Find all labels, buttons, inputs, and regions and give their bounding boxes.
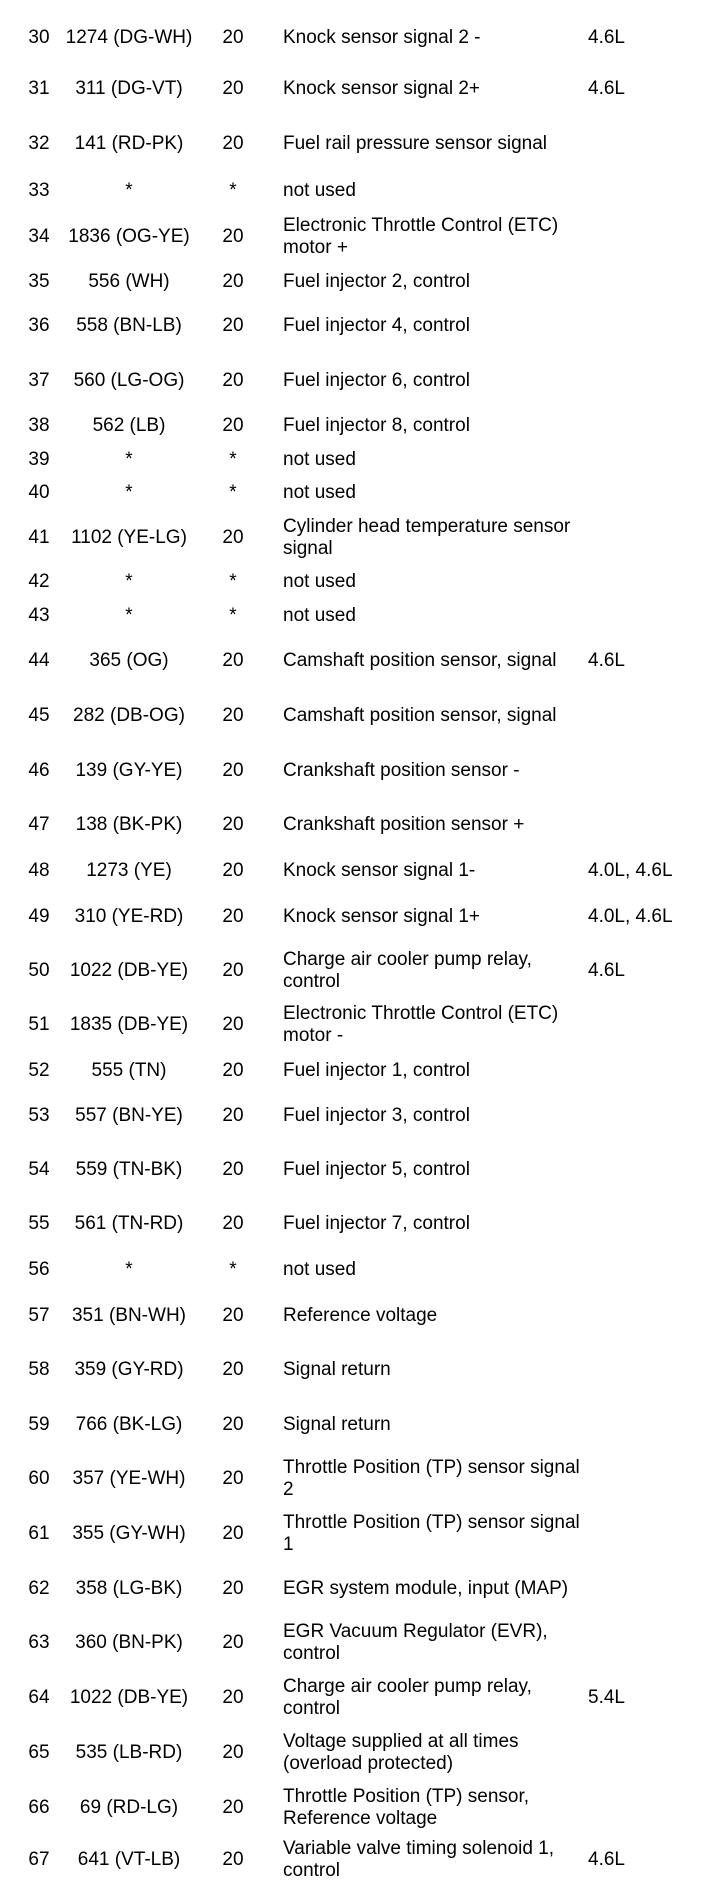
pin-number: 49 [28, 906, 50, 927]
circuit-code: 357 (YE-WH) [72, 1468, 186, 1489]
wire-gauge: * [229, 179, 237, 201]
circuit-function: Fuel injector 7, control [283, 1213, 470, 1234]
pin-number: 39 [28, 448, 50, 470]
pin-number: 45 [28, 705, 50, 726]
table-row [0, 798, 704, 852]
circuit-code: 141 (RD-PK) [74, 132, 184, 154]
engine-note [588, 1725, 704, 1780]
wire-gauge: 20 [222, 1796, 244, 1818]
wire-gauge: * [229, 448, 237, 470]
pin-number: 62 [28, 1577, 50, 1599]
circuit-function: not used [283, 179, 356, 201]
engine-note: 4.0L, 4.6L [588, 906, 673, 927]
circuit-code: * [125, 481, 133, 503]
circuit-function: not used [283, 1259, 356, 1280]
circuit-code: 561 (TN-RD) [74, 1213, 184, 1234]
wire-gauge: 20 [222, 1686, 244, 1708]
circuit-function: Crankshaft position sensor + [283, 814, 525, 835]
circuit-code: 360 (BN-PK) [75, 1632, 183, 1653]
engine-note [588, 510, 704, 565]
wire-gauge: 20 [222, 906, 244, 927]
engine-note: 4.6L [588, 650, 625, 671]
circuit-function: Throttle Position (TP) sensor signal 1 [283, 1511, 580, 1555]
wire-gauge: 20 [222, 1741, 244, 1763]
wire-gauge: 20 [222, 526, 244, 548]
table-row [0, 14, 704, 62]
wire-gauge: 20 [222, 814, 244, 835]
circuit-function: EGR Vacuum Regulator (EVR), control [283, 1621, 548, 1664]
wire-gauge: 20 [222, 1014, 244, 1035]
table-row [0, 565, 704, 598]
circuit-function: Camshaft position sensor, signal [283, 650, 557, 671]
circuit-function: Reference voltage [283, 1305, 438, 1326]
circuit-code: 139 (GY-YE) [75, 759, 183, 781]
table-row [0, 1835, 704, 1884]
table-row [0, 1506, 704, 1561]
circuit-function: Fuel injector 6, control [283, 369, 470, 391]
wire-gauge: 20 [222, 960, 244, 981]
table-row [0, 1452, 704, 1506]
circuit-function: Signal return [283, 1413, 391, 1435]
table-row [0, 1780, 704, 1835]
circuit-code: 365 (OG) [89, 650, 169, 671]
table-row [0, 1052, 704, 1089]
table-row [0, 633, 704, 689]
engine-note [588, 1397, 704, 1452]
wire-gauge: 20 [222, 1059, 244, 1081]
circuit-function: not used [283, 448, 356, 470]
table-row [0, 1197, 704, 1251]
circuit-code: 358 (LG-BK) [75, 1577, 183, 1599]
engine-note [588, 1197, 704, 1251]
circuit-code: 557 (BN-YE) [75, 1105, 183, 1126]
circuit-function: Voltage supplied at all times (overload protected) [283, 1730, 519, 1774]
pin-number: 59 [28, 1413, 50, 1435]
table-row [0, 62, 704, 116]
pin-number: 31 [28, 78, 50, 99]
circuit-function: EGR system module, input (MAP) [283, 1577, 569, 1599]
engine-note [588, 565, 704, 598]
circuit-function: not used [283, 604, 356, 626]
pin-number: 35 [28, 270, 50, 292]
circuit-code: 766 (BK-LG) [75, 1413, 183, 1435]
wire-gauge: 20 [222, 860, 244, 881]
circuit-code: * [125, 448, 133, 470]
wire-gauge: 20 [222, 132, 244, 154]
engine-note [588, 353, 704, 408]
circuit-code: 310 (YE-RD) [74, 906, 184, 927]
engine-note [588, 408, 704, 444]
circuit-code: 559 (TN-BK) [75, 1159, 183, 1180]
wire-gauge: 20 [222, 415, 244, 436]
circuit-code: * [125, 604, 133, 626]
circuit-code: 535 (LB-RD) [75, 1741, 183, 1763]
pin-number: 53 [28, 1105, 50, 1126]
circuit-code: 641 (VT-LB) [77, 1848, 181, 1870]
engine-note [588, 116, 704, 171]
wire-gauge: 20 [222, 226, 244, 247]
circuit-code: 1836 (OG-YE) [68, 226, 190, 247]
wire-gauge: 20 [222, 1359, 244, 1380]
circuit-code: * [125, 179, 133, 201]
table-row [0, 689, 704, 743]
table-row [0, 743, 704, 798]
wire-gauge: 20 [222, 1213, 244, 1234]
table-row [0, 116, 704, 171]
pin-number: 52 [28, 1059, 50, 1081]
circuit-code: 1022 (DB-YE) [69, 960, 189, 981]
engine-note [588, 444, 704, 475]
table-row [0, 1251, 704, 1289]
wire-gauge: 20 [222, 759, 244, 781]
engine-note [588, 598, 704, 633]
circuit-code: 138 (BK-PK) [75, 814, 183, 835]
table-row [0, 1089, 704, 1143]
circuit-code: 1273 (YE) [86, 860, 172, 881]
circuit-code: 556 (WH) [88, 270, 170, 292]
table-row [0, 264, 704, 299]
pin-number: 51 [28, 1014, 50, 1035]
circuit-function: Throttle Position (TP) sensor signal 2 [283, 1457, 580, 1500]
pin-number: 50 [28, 960, 50, 981]
table-row [0, 890, 704, 944]
circuit-function: Electronic Throttle Control (ETC) motor + [283, 215, 559, 258]
circuit-function: Fuel injector 8, control [283, 415, 470, 436]
pin-number: 44 [28, 650, 50, 671]
wire-gauge: 20 [222, 1522, 244, 1544]
circuit-function: Electronic Throttle Control (ETC) motor - [283, 1003, 559, 1046]
pin-number: 30 [28, 27, 50, 48]
circuit-function: Fuel injector 4, control [283, 315, 470, 336]
wire-gauge: 20 [222, 1848, 244, 1870]
pin-number: 34 [28, 226, 50, 247]
circuit-code: 282 (DB-OG) [73, 705, 185, 726]
circuit-code: 69 (RD-LG) [79, 1796, 179, 1818]
table-row [0, 475, 704, 510]
circuit-function: Camshaft position sensor, signal [283, 705, 557, 726]
wire-gauge: 20 [222, 1159, 244, 1180]
wire-gauge: 20 [222, 78, 244, 99]
circuit-function: Charge air cooler pump relay, control [283, 949, 532, 992]
wire-gauge: 20 [222, 369, 244, 391]
circuit-function: Throttle Position (TP) sensor, Reference voltage [283, 1785, 530, 1829]
pin-number: 43 [28, 604, 50, 626]
table-row [0, 1289, 704, 1343]
table-row [0, 1616, 704, 1670]
wire-gauge: * [229, 604, 237, 626]
circuit-function: Fuel rail pressure sensor signal [283, 132, 548, 154]
engine-note [588, 1143, 704, 1197]
circuit-function: Fuel injector 5, control [283, 1159, 470, 1180]
circuit-code: * [125, 570, 133, 592]
circuit-code: * [125, 1259, 133, 1280]
table-row [0, 210, 704, 264]
engine-note [588, 998, 704, 1052]
engine-note: 4.6L [588, 27, 625, 48]
table-row [0, 1397, 704, 1452]
pin-number: 67 [28, 1848, 50, 1870]
engine-note: 5.4L [588, 1686, 625, 1708]
engine-note [588, 1506, 704, 1561]
wire-gauge: 20 [222, 1105, 244, 1126]
engine-note [588, 798, 704, 852]
engine-note [588, 171, 704, 210]
circuit-function: Cylinder head temperature sensor signal [283, 515, 571, 559]
pin-number: 60 [28, 1468, 50, 1489]
pin-number: 54 [28, 1159, 50, 1180]
wire-gauge: 20 [222, 27, 244, 48]
circuit-code: 562 (LB) [92, 415, 166, 436]
table-row [0, 299, 704, 353]
pin-number: 33 [28, 179, 50, 201]
table-row [0, 171, 704, 210]
pin-number: 36 [28, 315, 50, 336]
circuit-function: Charge air cooler pump relay, control [283, 1675, 532, 1719]
wire-gauge: 20 [222, 1413, 244, 1435]
engine-note [588, 1089, 704, 1143]
circuit-function: Variable valve timing solenoid 1, control [283, 1837, 555, 1881]
table-row [0, 852, 704, 890]
wire-gauge: 20 [222, 650, 244, 671]
circuit-function: Knock sensor signal 2+ [283, 78, 480, 99]
table-row [0, 408, 704, 444]
circuit-function: Knock sensor signal 1- [283, 860, 476, 881]
engine-note: 4.6L [588, 960, 625, 981]
pin-number: 65 [28, 1741, 50, 1763]
circuit-code: 560 (LG-OG) [73, 369, 185, 391]
circuit-code: 311 (DG-VT) [75, 78, 183, 99]
pin-number: 46 [28, 759, 50, 781]
circuit-code: 1102 (YE-LG) [71, 526, 187, 548]
table-row [0, 1725, 704, 1780]
circuit-function: Fuel injector 1, control [283, 1059, 470, 1081]
wire-gauge: * [229, 1259, 237, 1280]
circuit-function: Crankshaft position sensor - [283, 759, 520, 781]
pin-number: 56 [28, 1259, 50, 1280]
wire-gauge: * [229, 481, 237, 503]
engine-note [588, 743, 704, 798]
circuit-code: 351 (BN-WH) [71, 1305, 186, 1326]
circuit-code: 355 (GY-WH) [72, 1522, 186, 1544]
engine-note [588, 264, 704, 299]
pin-number: 32 [28, 132, 50, 154]
pin-number: 48 [28, 860, 50, 881]
wire-gauge: * [229, 570, 237, 592]
table-row [0, 1143, 704, 1197]
wire-gauge: 20 [222, 270, 244, 292]
circuit-code: 1022 (DB-YE) [69, 1686, 189, 1708]
engine-note [588, 1052, 704, 1089]
circuit-function: Knock sensor signal 2 - [283, 27, 481, 48]
table-row [0, 510, 704, 565]
wire-gauge: 20 [222, 1305, 244, 1326]
wire-gauge: 20 [222, 705, 244, 726]
table-row [0, 944, 704, 998]
circuit-code: 1274 (DG-WH) [65, 27, 193, 48]
circuit-function: Fuel injector 3, control [283, 1105, 470, 1126]
wire-gauge: 20 [222, 1468, 244, 1489]
pin-number: 64 [28, 1686, 50, 1708]
wire-gauge: 20 [222, 315, 244, 336]
circuit-code: 558 (BN-LB) [76, 315, 182, 336]
engine-note: 4.6L [588, 78, 625, 99]
circuit-function: Knock sensor signal 1+ [283, 906, 480, 927]
pin-number: 41 [28, 526, 50, 548]
pin-number: 66 [28, 1796, 50, 1818]
pin-number: 40 [28, 481, 50, 503]
circuit-function: not used [283, 570, 356, 592]
circuit-code: 359 (GY-RD) [74, 1359, 184, 1380]
circuit-code: 1835 (DB-YE) [69, 1014, 189, 1035]
circuit-function: Signal return [283, 1359, 391, 1380]
pin-number: 37 [28, 369, 50, 391]
pin-number: 63 [28, 1632, 50, 1653]
engine-note [588, 475, 704, 510]
engine-note [588, 299, 704, 353]
engine-note: 4.0L, 4.6L [588, 860, 673, 881]
table-row [0, 444, 704, 475]
table-row [0, 1670, 704, 1725]
table-row [0, 598, 704, 633]
pin-number: 38 [28, 415, 50, 436]
table-row [0, 1561, 704, 1616]
pin-number: 58 [28, 1359, 50, 1380]
engine-note [588, 1780, 704, 1835]
pin-number: 47 [28, 814, 50, 835]
circuit-code: 555 (TN) [91, 1059, 167, 1081]
pin-number: 55 [28, 1213, 50, 1234]
wire-gauge: 20 [222, 1577, 244, 1599]
engine-note: 4.6L [588, 1848, 625, 1870]
engine-note [588, 1343, 704, 1397]
table-row [0, 353, 704, 408]
engine-note [588, 1251, 704, 1289]
engine-note [588, 689, 704, 743]
table-row [0, 1343, 704, 1397]
wire-gauge: 20 [222, 1632, 244, 1653]
engine-note [588, 210, 704, 264]
engine-note [588, 1561, 704, 1616]
pin-number: 57 [28, 1305, 50, 1326]
engine-note [588, 1452, 704, 1506]
table-row [0, 998, 704, 1052]
pin-number: 42 [28, 570, 50, 592]
circuit-function: not used [283, 481, 356, 503]
engine-note [588, 1289, 704, 1343]
circuit-function: Fuel injector 2, control [283, 270, 470, 292]
engine-note [588, 1616, 704, 1670]
pin-number: 61 [28, 1522, 50, 1544]
